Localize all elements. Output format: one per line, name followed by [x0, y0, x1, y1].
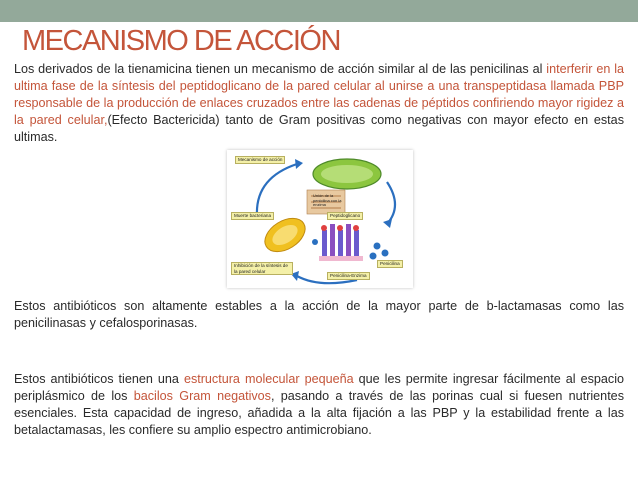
arrow-icon	[257, 164, 297, 216]
paragraph-mechanism-highlight: interferir en la ultima fase de la síntesis del peptidoglicano de la pared celular al unirse a una transpeptidasa llamada PBP responsable de la producción de enlaces cruzados entre las cadenas de péptidos confiriendo mayor rigidez a la pared celular,	[14, 62, 624, 127]
paragraph-mechanism	[14, 61, 624, 146]
diagram-label-union: Unión de la penicilina con la enzima	[313, 193, 342, 208]
diagram-title-label: Mecanismo de acción	[235, 156, 285, 164]
paragraph-spectrum-highlight2: bacilos Gram negativos	[133, 389, 271, 403]
arrow-head-icon	[383, 219, 392, 228]
mechanism-diagram	[227, 150, 413, 288]
paragraph-mechanism-intro: Los derivados de la tienamicina tienen un mecanismo de acción similar al de las penicilinas al	[14, 62, 547, 76]
peptidoglycan-icon	[319, 224, 363, 261]
arrow-icon	[387, 182, 395, 224]
top-accent-bar	[0, 0, 638, 22]
paragraph-spectrum	[14, 371, 624, 439]
diagram-label-muerte: Muerte bacteriana	[231, 212, 274, 220]
paragraph-spectrum-highlight1: estructura molecular pequeña	[183, 372, 354, 386]
diagram-label-enzima: Penicilina-Enzima	[327, 272, 370, 280]
diagram-label-penicilina: Penicilina	[377, 260, 403, 268]
diagram-label-peptidoglicano: Peptidoglicano	[327, 212, 363, 220]
diagram-label-inhibicion: Inhibición de la síntesis de la pared celular	[231, 262, 293, 275]
paragraph-mechanism-outro: (Efecto Bactericida) tanto de Gram positivas como negativas con mayor efecto en estas ultimas.	[14, 113, 624, 144]
paragraph-spectrum-part2: que les permite ingresar fácilmente al espacio periplásmico de los	[14, 372, 624, 403]
paragraph-spectrum-part1: Estos antibióticos tienen una	[14, 372, 184, 386]
paragraph-stability: Estos antibióticos son altamente estables a la acción de la mayor parte de b-lactamasas como las penicilinasas y cefalosporinasas.	[14, 299, 624, 330]
arrow-head-icon	[295, 159, 303, 169]
slide-title: MECANISMO DE ACCIÓN	[22, 25, 340, 57]
bacterium-cytoplasm-icon	[321, 165, 373, 183]
paragraph-spectrum-part3: , pasando a través de las porinas cual si fuesen nutrientes esenciales. Esta capacidad de ingreso, añadida a la alta fijación a las PBP y la estabilidad frente a las betalactamasas, les confiere su amplio espectro antimicrobiano.	[14, 389, 624, 437]
